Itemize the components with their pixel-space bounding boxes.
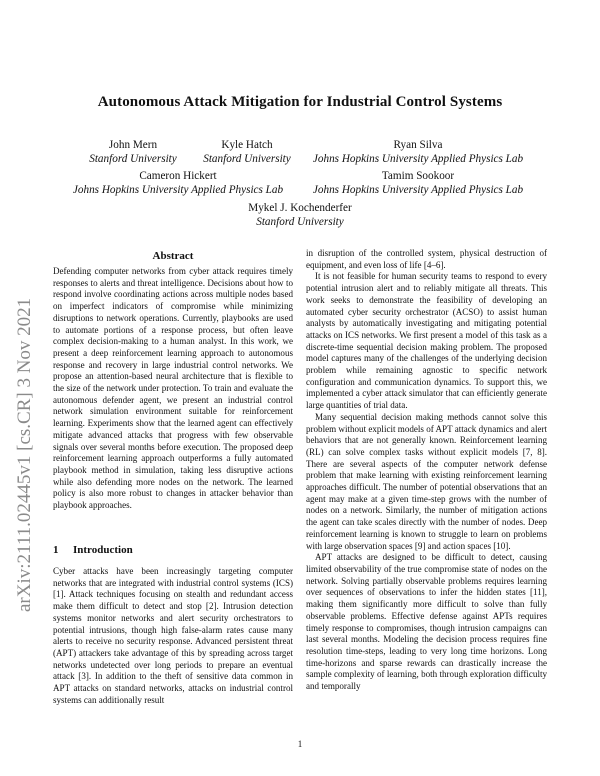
introduction-text: Cyber attacks have been increasingly targeting computer networks that are integrated with industrial control systems (ICS) [1]. Attack techniques focusing on stealth and redundant access make them difficult to detect and stop [2]. Intrusion detection systems monitor networks and alert security orchestrators to potential intrusions, though high false-alarm rates cause many alerts to receive no security response. Advanced persistent threat (APT) attackers take advantage of this by spreading across target networks undetected over long periods to prepare an eventual attack [3]. In addition to the theft of sensitive data common in APT attacks on standard networks, attacks on industrial control systems can additionally result xyxy=(53,566,293,705)
paper-title: Autonomous Attack Mitigation for Industrial Control Systems xyxy=(97,94,503,110)
author-name: Mykel J. Kochenderfer xyxy=(248,202,352,214)
arxiv-stamp-graphic xyxy=(4,200,40,620)
abstract-heading: Abstract xyxy=(152,250,194,262)
paragraph: APT attacks are designed to be difficult to detect, causing limited observability of the true compromise state of nodes on the network. Solving partially observable problems requires learning over sequences of observations to infer the hidden states [11], making them significantly more difficult to solve than fully observable problems. Effective defense against APTs requires timely response to compromises, though intrusion campaigns can last several months. Modeling the decision process requires fine resolution time-steps, leading to very long time horizons. Long time-horizons and sparse rewards can drastically increase the sample complexity of learning, both through exploration difficulty and temporally xyxy=(306,552,547,692)
author-block xyxy=(187,138,307,166)
author-block xyxy=(298,138,538,166)
author-block xyxy=(73,138,193,166)
author-affiliation: Stanford University xyxy=(256,216,344,228)
paragraph: Many sequential decision making methods cannot solve this problem without explicit models of APT attack dynamics and alert behaviors that are not generally known. Reinforcement learning (RL) can solve complex tasks without explicit models [7, 8]. There are several aspects of the computer network defense problem that make learning with existing reinforcement learning approaches difficult. The number of potential observations that an agent may make at a given time-step grows with the number of nodes on a network. Similarly, the number of mitigation actions the agent can take scales directly with the number of nodes. Deep reinforcement learning is known to struggle to learn on problems with large observation spaces [9] and action spaces [10]. xyxy=(306,411,547,551)
author-block xyxy=(298,169,538,197)
author-block xyxy=(58,169,298,197)
author-affiliation: Johns Hopkins University Applied Physics Lab xyxy=(312,184,524,196)
author-name: Ryan Silva xyxy=(393,139,443,151)
section-title: Introduction xyxy=(73,544,133,556)
author-name: John Mern xyxy=(108,139,158,151)
author-affiliation: Stanford University xyxy=(203,153,291,165)
introduction-body xyxy=(53,566,293,706)
abstract-body xyxy=(53,266,293,512)
page-number: 1 xyxy=(297,739,303,749)
section-number: 1 xyxy=(53,544,59,556)
author-name: Kyle Hatch xyxy=(221,139,273,151)
author-affiliation: Johns Hopkins University Applied Physics Lab xyxy=(312,153,524,165)
arxiv-stamp xyxy=(4,200,40,620)
section-heading-introduction xyxy=(53,544,133,556)
paragraph: in disruption of the controlled system, physical destruction of equipment, and even loss of life [4–6]. xyxy=(306,248,547,270)
abstract-text: Defending computer networks from cyber attack requires timely responses to alerts and threat intelligence. Decisions about how to respond involve coordinating actions across multiple nodes based on imperfect indicators of compromise while minimizing disruptions to network operations. Currently, playbooks are used to automate portions of a response process, but often leave complex decision-making to a human analyst. In this work, we present a deep reinforcement learning approach to autonomous response and recovery in large industrial control networks. We propose an attention-based neural architecture that is flexible to the size of the network under protection. To train and evaluate the autonomous defender agent, we present an industrial control network simulation environment suitable for reinforcement learning. Experiments show that the learned agent can effectively mitigate advanced attacks that progress with few observable signals over several months before execution. The proposed deep reinforcement learning approach outperforms a fully automated playbook method in simulation, taking less disruptive actions while also defending more nodes on the network. The learned policy is also more robust to changes in attacker behavior than playbook approaches. xyxy=(53,266,293,511)
arxiv-stamp-text: arXiv:2111.02445v1 [cs.CR] 3 Nov 2021 xyxy=(14,297,35,612)
author-block xyxy=(210,201,390,229)
author-affiliation: Stanford University xyxy=(89,153,177,165)
right-column xyxy=(306,248,547,693)
author-affiliation: Johns Hopkins University Applied Physics Lab xyxy=(72,184,284,196)
author-name: Cameron Hickert xyxy=(139,170,217,182)
paragraph: It is not feasible for human security teams to respond to every potential intrusion alert and to reliably mitigate all threats. This work seeks to demonstrate the feasibility of developing an automated cyber security orchestrator (ACSO) to assist human analysts by automatically investigating and mitigating potential attacks on ICS networks. We first present a model of this task as a discrete-time sequential decision making problem. The proposed model captures many of the challenges of the underlying decision problem while remaining agnostic to specific network configuration and communication dynamics. To support this, we implemented a cyber attack simulator that can efficiently generate large quantities of trial data. xyxy=(306,271,547,411)
author-name: Tamim Sookoor xyxy=(381,170,455,182)
